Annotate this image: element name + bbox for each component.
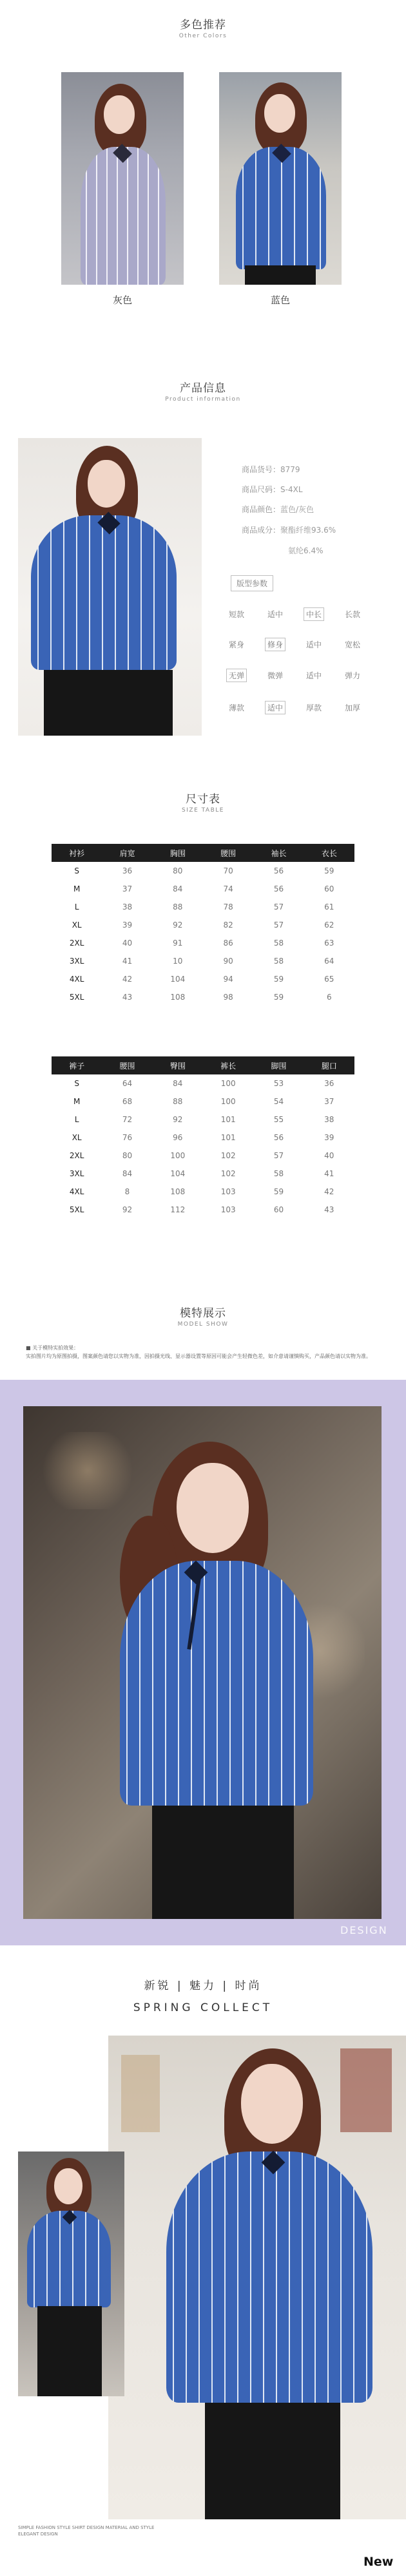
column-header: 脚围 bbox=[253, 1056, 304, 1074]
table-row bbox=[52, 1165, 354, 1183]
table-cell: 84 bbox=[173, 884, 183, 893]
color-label-gray: 灰色 bbox=[112, 294, 132, 306]
attr-option: 微弹 bbox=[267, 671, 284, 680]
size-table-shirt bbox=[52, 844, 354, 1006]
table-cell: 86 bbox=[223, 939, 233, 948]
section-title-en: SIZE TABLE bbox=[182, 807, 224, 814]
table-cell: 57 bbox=[273, 1151, 284, 1160]
column-header: 裤长 bbox=[203, 1056, 253, 1074]
table-cell: 42 bbox=[122, 975, 133, 984]
table-cell: 37 bbox=[122, 884, 133, 893]
table-cell: 8 bbox=[124, 1187, 130, 1196]
table-row bbox=[52, 1111, 354, 1129]
table-cell: 90 bbox=[223, 957, 233, 966]
attr-option: 短款 bbox=[229, 610, 245, 619]
table-cell: S bbox=[74, 1079, 79, 1088]
table-cell: 108 bbox=[170, 1187, 186, 1196]
table-cell: 100 bbox=[220, 1079, 236, 1088]
table-cell: 108 bbox=[170, 993, 186, 1002]
column-header: 衣长 bbox=[304, 844, 354, 862]
attr-option-selected: 无弹 bbox=[226, 669, 247, 682]
table-cell: 60 bbox=[273, 1205, 284, 1214]
attr-option: 薄款 bbox=[229, 703, 245, 712]
spring-photo-small bbox=[18, 2151, 124, 2396]
table-cell: 92 bbox=[122, 1205, 133, 1214]
table-cell: 112 bbox=[170, 1205, 186, 1214]
table-cell: 4XL bbox=[69, 975, 84, 984]
table-cell: 101 bbox=[220, 1115, 236, 1124]
table-cell: 39 bbox=[324, 1133, 334, 1142]
table-cell: 100 bbox=[220, 1097, 236, 1106]
table-cell: 40 bbox=[122, 939, 133, 948]
model-photo-main bbox=[23, 1406, 382, 1919]
design-watermark: DESIGN bbox=[340, 1924, 388, 1936]
table-cell: 92 bbox=[173, 921, 183, 930]
column-header: 肩宽 bbox=[102, 844, 152, 862]
table-cell: 104 bbox=[170, 1169, 186, 1178]
table-cell: 40 bbox=[324, 1151, 334, 1160]
model-note bbox=[26, 1344, 387, 1360]
table-cell: 59 bbox=[273, 993, 284, 1002]
section-title-cn: 尺寸表 bbox=[186, 793, 220, 806]
table-cell: 37 bbox=[324, 1097, 334, 1106]
table-cell: 88 bbox=[173, 902, 183, 911]
table-row bbox=[52, 880, 354, 898]
table-row bbox=[52, 1183, 354, 1201]
table-cell: 74 bbox=[223, 884, 233, 893]
table-cell: 3XL bbox=[69, 957, 84, 966]
table-cell: 57 bbox=[273, 902, 284, 911]
section-title-cn: 产品信息 bbox=[180, 382, 226, 395]
table-cell: 59 bbox=[273, 975, 284, 984]
table-cell: 103 bbox=[220, 1187, 236, 1196]
table-cell: 56 bbox=[273, 1133, 284, 1142]
table-cell: 58 bbox=[273, 1169, 284, 1178]
section-title-cn: 模特展示 bbox=[180, 1307, 226, 1320]
attr-option: 厚款 bbox=[306, 703, 322, 712]
table-cell: 41 bbox=[122, 957, 133, 966]
table-cell: L bbox=[74, 902, 79, 911]
table-cell: XL bbox=[72, 921, 82, 930]
table-cell: 5XL bbox=[69, 1205, 84, 1214]
table-cell: 56 bbox=[273, 884, 284, 893]
attr-option: 弹力 bbox=[345, 671, 361, 680]
table-cell: 58 bbox=[273, 957, 284, 966]
table-cell: 60 bbox=[324, 884, 334, 893]
size-table-pants bbox=[52, 1056, 354, 1219]
column-header: 腰围 bbox=[102, 1056, 152, 1074]
fit-params-tag: 版型参数 bbox=[231, 575, 273, 591]
color-photo-blue[interactable] bbox=[219, 72, 342, 285]
table-cell: M bbox=[73, 884, 81, 893]
table-header-row bbox=[52, 844, 354, 862]
spring-photo-large bbox=[108, 2036, 406, 2519]
section-title-product-info bbox=[0, 379, 406, 403]
section-title-model-show bbox=[0, 1304, 406, 1328]
table-cell: 38 bbox=[122, 902, 133, 911]
attr-option: 紧身 bbox=[229, 640, 245, 649]
table-row bbox=[52, 1092, 354, 1111]
attr-option: 加厚 bbox=[345, 703, 361, 712]
table-cell: 92 bbox=[173, 1115, 183, 1124]
table-cell: 56 bbox=[273, 866, 284, 875]
table-cell: 68 bbox=[122, 1097, 133, 1106]
table-cell: 41 bbox=[324, 1169, 334, 1178]
column-header: 衬衫 bbox=[52, 844, 102, 862]
attr-option: 适中 bbox=[306, 640, 322, 649]
table-row bbox=[52, 898, 354, 916]
table-cell: 36 bbox=[122, 866, 133, 875]
info-row-sku: 商品货号：8779 bbox=[242, 465, 300, 474]
spring-caption bbox=[18, 2524, 154, 2537]
table-row bbox=[52, 934, 354, 952]
table-row bbox=[52, 916, 354, 934]
table-cell: 59 bbox=[273, 1187, 284, 1196]
model-note-title: ■ 关于模特实拍效果： bbox=[26, 1345, 79, 1351]
table-cell: 72 bbox=[122, 1115, 133, 1124]
table-row bbox=[52, 1074, 354, 1092]
table-cell: 54 bbox=[273, 1097, 284, 1106]
table-cell: 103 bbox=[220, 1205, 236, 1214]
table-row bbox=[52, 1129, 354, 1147]
table-cell: 2XL bbox=[69, 1151, 84, 1160]
column-header: 腰围 bbox=[203, 844, 253, 862]
table-cell: 39 bbox=[122, 921, 133, 930]
table-cell: 43 bbox=[122, 993, 133, 1002]
table-cell: 84 bbox=[122, 1169, 133, 1178]
table-cell: 10 bbox=[173, 957, 183, 966]
table-cell: L bbox=[74, 1115, 79, 1124]
column-header: 臀围 bbox=[153, 1056, 203, 1074]
section-title-en: Other Colors bbox=[179, 33, 227, 39]
table-cell: 62 bbox=[324, 921, 334, 930]
table-cell: 6 bbox=[327, 993, 332, 1002]
column-header: 胸围 bbox=[153, 844, 203, 862]
column-header: 腿口 bbox=[304, 1056, 354, 1074]
column-header: 袖长 bbox=[253, 844, 304, 862]
column-header: 裤子 bbox=[52, 1056, 102, 1074]
info-row-material: 商品成分：聚酯纤维93.6% bbox=[242, 526, 336, 535]
table-cell: 65 bbox=[324, 975, 334, 984]
table-cell: 76 bbox=[122, 1133, 133, 1142]
table-cell: 55 bbox=[273, 1115, 284, 1124]
info-row-color: 商品颜色：蓝色/灰色 bbox=[242, 505, 314, 514]
table-cell: 101 bbox=[220, 1133, 236, 1142]
caption-line: SIMPLE FASHION STYLE SHIRT DESIGN MATERIAL AND STYLE bbox=[18, 2525, 155, 2530]
table-cell: 3XL bbox=[69, 1169, 84, 1178]
table-cell: 102 bbox=[220, 1151, 236, 1160]
table-cell: 2XL bbox=[69, 939, 84, 948]
table-row bbox=[52, 1147, 354, 1165]
attr-option: 长款 bbox=[345, 610, 361, 619]
table-cell: 5XL bbox=[69, 993, 84, 1002]
section-title-size-table bbox=[0, 790, 406, 814]
info-row-size: 商品尺码：S-4XL bbox=[242, 485, 303, 494]
table-cell: 82 bbox=[223, 921, 233, 930]
table-cell: 59 bbox=[324, 866, 334, 875]
table-cell: 80 bbox=[173, 866, 183, 875]
caption-line: ELEGANT DESIGN bbox=[18, 2532, 58, 2537]
table-cell: XL bbox=[72, 1133, 82, 1142]
table-cell: 94 bbox=[223, 975, 233, 984]
attr-option-selected: 修身 bbox=[265, 638, 285, 651]
table-row bbox=[52, 1201, 354, 1219]
table-row bbox=[52, 952, 354, 970]
model-note-text: 实拍图片均为原图拍摄，图案颜色请您以实物为准，因拍摄光线、显示器设置等原因可能会产生轻微色差，如介意请谨慎购买，产品颜色请以实物为准。 bbox=[26, 1353, 371, 1359]
table-cell: 61 bbox=[324, 902, 334, 911]
attr-option-selected: 适中 bbox=[265, 701, 285, 714]
new-label: New bbox=[363, 2555, 394, 2569]
table-cell: 102 bbox=[220, 1169, 236, 1178]
section-title-other-colors bbox=[0, 15, 406, 39]
table-cell: 91 bbox=[173, 939, 183, 948]
table-cell: 64 bbox=[122, 1079, 133, 1088]
table-cell: 58 bbox=[273, 939, 284, 948]
section-title-cn: 多色推荐 bbox=[180, 19, 226, 32]
table-cell: 104 bbox=[170, 975, 186, 984]
table-header-row bbox=[52, 1056, 354, 1074]
table-row bbox=[52, 988, 354, 1006]
table-cell: 38 bbox=[324, 1115, 334, 1124]
table-cell: 63 bbox=[324, 939, 334, 948]
section-title-en: MODEL SHOW bbox=[177, 1321, 229, 1328]
spring-title-cn: 新锐 | 魅力 | 时尚 bbox=[144, 1980, 262, 1992]
table-cell: 96 bbox=[173, 1133, 183, 1142]
table-cell: 53 bbox=[273, 1079, 284, 1088]
table-row bbox=[52, 862, 354, 880]
table-cell: 42 bbox=[324, 1187, 334, 1196]
table-cell: 100 bbox=[170, 1151, 186, 1160]
table-cell: 80 bbox=[122, 1151, 133, 1160]
attr-option: 适中 bbox=[306, 671, 322, 680]
table-row bbox=[52, 970, 354, 988]
table-cell: 64 bbox=[324, 957, 334, 966]
table-cell: 78 bbox=[223, 902, 233, 911]
section-title-en: Product information bbox=[165, 396, 241, 403]
info-row-material-2: 氨纶6.4% bbox=[288, 546, 324, 555]
table-cell: 88 bbox=[173, 1097, 183, 1106]
table-cell: 84 bbox=[173, 1079, 183, 1088]
table-cell: S bbox=[74, 866, 79, 875]
table-cell: 70 bbox=[223, 866, 233, 875]
product-info-photo bbox=[18, 438, 202, 736]
table-cell: M bbox=[73, 1097, 81, 1106]
table-cell: 57 bbox=[273, 921, 284, 930]
table-cell: 43 bbox=[324, 1205, 334, 1214]
attr-option: 宽松 bbox=[345, 640, 361, 649]
color-label-blue: 蓝色 bbox=[270, 294, 290, 306]
table-cell: 4XL bbox=[69, 1187, 84, 1196]
spring-title-en: SPRING COLLECT bbox=[133, 2001, 273, 2014]
attr-option-selected: 中长 bbox=[304, 607, 324, 621]
table-cell: 36 bbox=[324, 1079, 334, 1088]
table-cell: 98 bbox=[223, 993, 233, 1002]
color-photo-gray[interactable] bbox=[61, 72, 184, 285]
attr-option: 适中 bbox=[267, 610, 284, 619]
